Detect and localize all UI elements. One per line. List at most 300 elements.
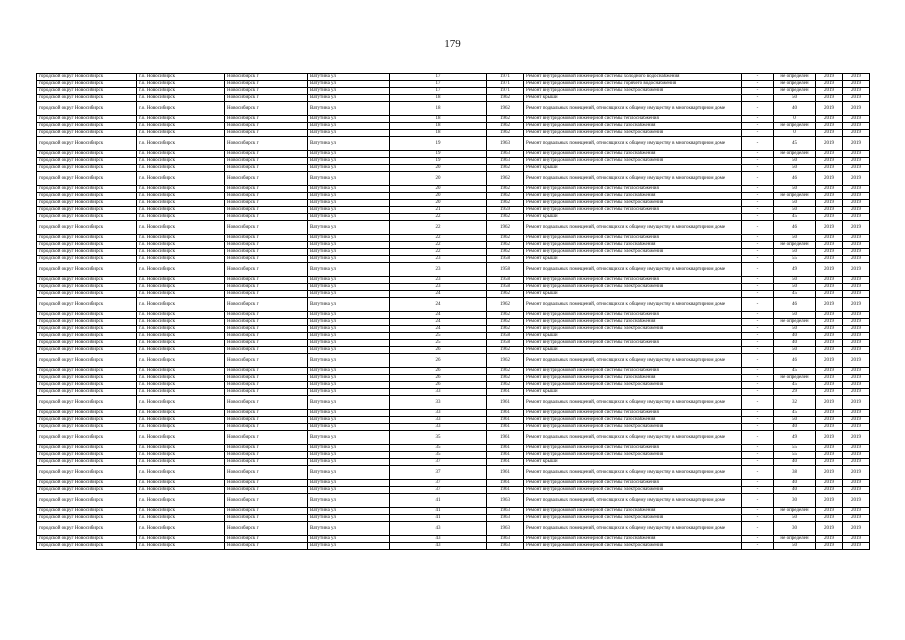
cell-build-year: 1962 <box>487 130 524 137</box>
cell-year-start: 2019 <box>816 102 843 116</box>
cell-build-year: 1958 <box>487 340 524 347</box>
cell-house-number: 22 <box>390 249 487 256</box>
cell-cost: не определен <box>774 375 816 382</box>
cell-district: городской округ Новосибирск <box>37 221 137 235</box>
cell-year-end: 2019 <box>843 221 870 235</box>
cell-year-start: 2019 <box>816 347 843 354</box>
cell-cost: 46 <box>774 298 816 312</box>
cell-build-year: 1962 <box>487 382 524 389</box>
cell-cost: 45 <box>774 410 816 417</box>
cell-work-type: Ремонт крыши <box>524 291 742 298</box>
cell-dash: - <box>742 88 774 95</box>
cell-dash: - <box>742 242 774 249</box>
cell-work-type: Ремонт крыши <box>524 389 742 396</box>
cell-city: Новосибирск г <box>225 207 308 214</box>
cell-dash: - <box>742 536 774 543</box>
cell-house-number: 21 <box>390 207 487 214</box>
cell-house-number: 18 <box>390 95 487 102</box>
cell-district: городской округ Новосибирск <box>37 368 137 375</box>
cell-locality: г.о. Новосибирск <box>137 417 225 424</box>
cell-year-end: 2019 <box>843 298 870 312</box>
cell-street: Ватутина ул <box>308 186 390 193</box>
cell-dash: - <box>742 158 774 165</box>
cell-work-type: Ремонт внутридомовой инженерной системы электроснабжения <box>524 543 742 550</box>
cell-cost: 50 <box>774 515 816 522</box>
cell-dash: - <box>742 417 774 424</box>
cell-house-number: 33 <box>390 417 487 424</box>
cell-build-year: 1971 <box>487 74 524 81</box>
cell-district: городской округ Новосибирск <box>37 417 137 424</box>
table-row <box>37 130 870 137</box>
cell-year-start: 2019 <box>816 81 843 88</box>
cell-locality: г.о. Новосибирск <box>137 221 225 235</box>
cell-house-number: 19 <box>390 151 487 158</box>
cell-locality: г.о. Новосибирск <box>137 256 225 263</box>
cell-build-year: 1961 <box>487 417 524 424</box>
cell-year-start: 2019 <box>816 95 843 102</box>
cell-year-start: 2019 <box>816 445 843 452</box>
cell-year-start: 2019 <box>816 242 843 249</box>
cell-build-year: 1961 <box>487 445 524 452</box>
cell-cost: 40 <box>774 340 816 347</box>
cell-locality: г.о. Новосибирск <box>137 249 225 256</box>
cell-work-type: Ремонт подвальных помещений, относящихся к общему имуществу в многоквартирном доме <box>524 221 742 235</box>
cell-district: городской округ Новосибирск <box>37 319 137 326</box>
cell-dash: - <box>742 74 774 81</box>
cell-street: Ватутина ул <box>308 312 390 319</box>
cell-cost: не определен <box>774 242 816 249</box>
cell-cost: 50 <box>774 543 816 550</box>
table-row <box>37 354 870 368</box>
cell-build-year: 1961 <box>487 410 524 417</box>
cell-year-start: 2019 <box>816 165 843 172</box>
cell-dash: - <box>742 200 774 207</box>
cell-cost: 0 <box>774 130 816 137</box>
cell-house-number: 24 <box>390 291 487 298</box>
cell-city: Новосибирск г <box>225 515 308 522</box>
cell-year-end: 2019 <box>843 242 870 249</box>
cell-house-number: 41 <box>390 508 487 515</box>
cell-work-type: Ремонт подвальных помещений, относящихся к общему имуществу в многоквартирном доме <box>524 263 742 277</box>
cell-district: городской округ Новосибирск <box>37 200 137 207</box>
cell-locality: г.о. Новосибирск <box>137 522 225 536</box>
cell-district: городской округ Новосибирск <box>37 333 137 340</box>
cell-locality: г.о. Новосибирск <box>137 242 225 249</box>
cell-locality: г.о. Новосибирск <box>137 263 225 277</box>
cell-year-end: 2019 <box>843 410 870 417</box>
cell-house-number: 24 <box>390 298 487 312</box>
cell-street: Ватутина ул <box>308 249 390 256</box>
table-row <box>37 445 870 452</box>
cell-street: Ватутина ул <box>308 298 390 312</box>
cell-work-type: Ремонт внутридомовой инженерной системы газоснабжения <box>524 123 742 130</box>
cell-house-number: 43 <box>390 536 487 543</box>
cell-city: Новосибирск г <box>225 193 308 200</box>
cell-city: Новосибирск г <box>225 158 308 165</box>
cell-build-year: 1961 <box>487 487 524 494</box>
table-row <box>37 298 870 312</box>
cell-city: Новосибирск г <box>225 354 308 368</box>
cell-dash: - <box>742 116 774 123</box>
cell-build-year: 1962 <box>487 200 524 207</box>
cell-cost: 50 <box>774 347 816 354</box>
cell-work-type: Ремонт внутридомовой инженерной системы электроснабжения <box>524 382 742 389</box>
cell-street: Ватутина ул <box>308 137 390 151</box>
cell-dash: - <box>742 459 774 466</box>
cell-year-end: 2019 <box>843 417 870 424</box>
cell-street: Ватутина ул <box>308 536 390 543</box>
cell-work-type: Ремонт подвальных помещений, относящихся к общему имуществу в многоквартирном доме <box>524 137 742 151</box>
cell-year-start: 2019 <box>816 137 843 151</box>
cell-city: Новосибирск г <box>225 116 308 123</box>
cell-build-year: 1962 <box>487 249 524 256</box>
cell-cost: не определен <box>774 193 816 200</box>
cell-locality: г.о. Новосибирск <box>137 347 225 354</box>
cell-cost: 50 <box>774 186 816 193</box>
cell-locality: г.о. Новосибирск <box>137 277 225 284</box>
cell-street: Ватутина ул <box>308 452 390 459</box>
cell-city: Новосибирск г <box>225 249 308 256</box>
table-row <box>37 347 870 354</box>
table-row <box>37 326 870 333</box>
cell-year-start: 2019 <box>816 207 843 214</box>
cell-city: Новосибирск г <box>225 242 308 249</box>
cell-city: Новосибирск г <box>225 214 308 221</box>
cell-year-start: 2019 <box>816 88 843 95</box>
cell-city: Новосибирск г <box>225 347 308 354</box>
cell-city: Новосибирск г <box>225 431 308 445</box>
cell-locality: г.о. Новосибирск <box>137 536 225 543</box>
cell-street: Ватутина ул <box>308 284 390 291</box>
cell-build-year: 1962 <box>487 102 524 116</box>
cell-year-start: 2019 <box>816 291 843 298</box>
cell-city: Новосибирск г <box>225 410 308 417</box>
cell-year-start: 2019 <box>816 508 843 515</box>
cell-street: Ватутина ул <box>308 424 390 431</box>
cell-cost: не определен <box>774 151 816 158</box>
table-row <box>37 200 870 207</box>
cell-house-number: 26 <box>390 382 487 389</box>
cell-cost: 40 <box>774 102 816 116</box>
cell-city: Новосибирск г <box>225 312 308 319</box>
cell-year-end: 2019 <box>843 102 870 116</box>
cell-city: Новосибирск г <box>225 277 308 284</box>
table-row <box>37 382 870 389</box>
cell-house-number: 22 <box>390 214 487 221</box>
cell-cost: 50 <box>774 158 816 165</box>
table-row <box>37 151 870 158</box>
cell-locality: г.о. Новосибирск <box>137 130 225 137</box>
cell-locality: г.о. Новосибирск <box>137 340 225 347</box>
cell-house-number: 18 <box>390 123 487 130</box>
cell-cost: 45 <box>774 382 816 389</box>
cell-cost: 40 <box>774 487 816 494</box>
cell-year-start: 2019 <box>816 375 843 382</box>
cell-work-type: Ремонт внутридомовой инженерной системы теплоснабжения <box>524 410 742 417</box>
cell-locality: г.о. Новосибирск <box>137 102 225 116</box>
cell-dash: - <box>742 452 774 459</box>
cell-cost: не определен <box>774 88 816 95</box>
cell-house-number: 33 <box>390 424 487 431</box>
cell-house-number: 18 <box>390 116 487 123</box>
cell-build-year: 1961 <box>487 459 524 466</box>
cell-cost: 32 <box>774 396 816 410</box>
cell-street: Ватутина ул <box>308 221 390 235</box>
cell-build-year: 1963 <box>487 151 524 158</box>
cell-year-start: 2019 <box>816 172 843 186</box>
table-row <box>37 207 870 214</box>
table-row <box>37 263 870 277</box>
cell-cost: 46 <box>774 354 816 368</box>
cell-cost: 45 <box>774 368 816 375</box>
cell-district: городской округ Новосибирск <box>37 494 137 508</box>
cell-work-type: Ремонт подвальных помещений, относящихся к общему имуществу в многоквартирном доме <box>524 354 742 368</box>
table-row <box>37 256 870 263</box>
cell-work-type: Ремонт внутридомовой инженерной системы теплоснабжения <box>524 368 742 375</box>
cell-locality: г.о. Новосибирск <box>137 214 225 221</box>
cell-work-type: Ремонт внутридомовой инженерной системы электроснабжения <box>524 515 742 522</box>
cell-work-type: Ремонт внутридомовой инженерной системы холодного водоснабжения <box>524 74 742 81</box>
table-row <box>37 102 870 116</box>
table-row <box>37 340 870 347</box>
cell-build-year: 1961 <box>487 452 524 459</box>
cell-work-type: Ремонт внутридомовой инженерной системы теплоснабжения <box>524 235 742 242</box>
cell-locality: г.о. Новосибирск <box>137 193 225 200</box>
cell-locality: г.о. Новосибирск <box>137 95 225 102</box>
table-row <box>37 81 870 88</box>
cell-year-end: 2019 <box>843 340 870 347</box>
cell-city: Новосибирск г <box>225 256 308 263</box>
cell-city: Новосибирск г <box>225 445 308 452</box>
cell-street: Ватутина ул <box>308 340 390 347</box>
cell-year-end: 2019 <box>843 536 870 543</box>
cell-dash: - <box>742 410 774 417</box>
cell-cost: 40 <box>774 333 816 340</box>
cell-build-year: 1962 <box>487 193 524 200</box>
cell-work-type: Ремонт подвальных помещений, относящихся к общему имуществу в многоквартирном доме <box>524 172 742 186</box>
table-row <box>37 319 870 326</box>
cell-locality: г.о. Новосибирск <box>137 312 225 319</box>
cell-build-year: 1963 <box>487 494 524 508</box>
cell-build-year: 1962 <box>487 354 524 368</box>
cell-build-year: 1962 <box>487 221 524 235</box>
cell-build-year: 1958 <box>487 333 524 340</box>
cell-year-end: 2019 <box>843 319 870 326</box>
cell-cost: 50 <box>774 95 816 102</box>
cell-house-number: 23 <box>390 263 487 277</box>
cell-year-start: 2019 <box>816 123 843 130</box>
cell-year-end: 2019 <box>843 151 870 158</box>
cell-dash: - <box>742 95 774 102</box>
cell-locality: г.о. Новосибирск <box>137 333 225 340</box>
cell-cost: не определен <box>774 508 816 515</box>
cell-work-type: Ремонт внутридомовой инженерной системы электроснабжения <box>524 88 742 95</box>
cell-city: Новосибирск г <box>225 123 308 130</box>
cell-work-type: Ремонт внутридомовой инженерной системы электроснабжения <box>524 424 742 431</box>
cell-cost: 50 <box>774 235 816 242</box>
cell-work-type: Ремонт внутридомовой инженерной системы электроснабжения <box>524 249 742 256</box>
cell-dash: - <box>742 508 774 515</box>
cell-year-end: 2019 <box>843 130 870 137</box>
cell-work-type: Ремонт внутридомовой инженерной системы электроснабжения <box>524 326 742 333</box>
cell-street: Ватутина ул <box>308 88 390 95</box>
cell-work-type: Ремонт подвальных помещений, относящихся к общему имуществу в многоквартирном доме <box>524 102 742 116</box>
cell-locality: г.о. Новосибирск <box>137 207 225 214</box>
cell-dash: - <box>742 186 774 193</box>
cell-house-number: 25 <box>390 340 487 347</box>
table-row <box>37 277 870 284</box>
cell-dash: - <box>742 249 774 256</box>
cell-work-type: Ремонт крыши <box>524 347 742 354</box>
cell-city: Новосибирск г <box>225 508 308 515</box>
cell-city: Новосибирск г <box>225 487 308 494</box>
cell-street: Ватутина ул <box>308 445 390 452</box>
cell-house-number: 35 <box>390 431 487 445</box>
table-row <box>37 333 870 340</box>
cell-locality: г.о. Новосибирск <box>137 466 225 480</box>
cell-build-year: 1962 <box>487 214 524 221</box>
cell-cost: 49 <box>774 431 816 445</box>
cell-district: городской округ Новосибирск <box>37 410 137 417</box>
cell-work-type: Ремонт внутридомовой инженерной системы электроснабжения <box>524 452 742 459</box>
cell-street: Ватутина ул <box>308 116 390 123</box>
cell-cost: 50 <box>774 312 816 319</box>
cell-dash: - <box>742 445 774 452</box>
cell-year-end: 2019 <box>843 186 870 193</box>
cell-work-type: Ремонт внутридомовой инженерной системы теплоснабжения <box>524 186 742 193</box>
cell-work-type: Ремонт внутридомовой инженерной системы электроснабжения <box>524 284 742 291</box>
table-row <box>37 368 870 375</box>
cell-year-start: 2019 <box>816 284 843 291</box>
cell-house-number: 19 <box>390 137 487 151</box>
cell-city: Новосибирск г <box>225 151 308 158</box>
cell-district: городской округ Новосибирск <box>37 277 137 284</box>
cell-year-start: 2019 <box>816 396 843 410</box>
cell-year-end: 2019 <box>843 200 870 207</box>
cell-year-end: 2019 <box>843 263 870 277</box>
cell-year-end: 2019 <box>843 291 870 298</box>
cell-dash: - <box>742 277 774 284</box>
cell-district: городской округ Новосибирск <box>37 158 137 165</box>
cell-work-type: Ремонт внутридомовой инженерной системы теплоснабжения <box>524 445 742 452</box>
cell-work-type: Ремонт внутридомовой инженерной системы газоснабжения <box>524 151 742 158</box>
cell-year-end: 2019 <box>843 158 870 165</box>
cell-cost: 50 <box>774 207 816 214</box>
cell-work-type: Ремонт крыши <box>524 165 742 172</box>
cell-house-number: 18 <box>390 130 487 137</box>
table-row <box>37 284 870 291</box>
cell-locality: г.о. Новосибирск <box>137 431 225 445</box>
cell-year-start: 2019 <box>816 543 843 550</box>
cell-year-start: 2019 <box>816 382 843 389</box>
cell-year-start: 2019 <box>816 487 843 494</box>
cell-cost: не определен <box>774 81 816 88</box>
cell-district: городской округ Новосибирск <box>37 536 137 543</box>
cell-locality: г.о. Новосибирск <box>137 291 225 298</box>
cell-street: Ватутина ул <box>308 74 390 81</box>
cell-house-number: 41 <box>390 515 487 522</box>
cell-dash: - <box>742 319 774 326</box>
cell-year-start: 2019 <box>816 319 843 326</box>
table-row <box>37 186 870 193</box>
cell-work-type: Ремонт подвальных помещений, относящихся к общему имуществу в многоквартирном доме <box>524 466 742 480</box>
cell-build-year: 1962 <box>487 291 524 298</box>
cell-year-start: 2019 <box>816 368 843 375</box>
cell-locality: г.о. Новосибирск <box>137 368 225 375</box>
cell-street: Ватутина ул <box>308 368 390 375</box>
cell-city: Новосибирск г <box>225 389 308 396</box>
cell-year-end: 2019 <box>843 88 870 95</box>
cell-work-type: Ремонт внутридомовой инженерной системы горячего водоснабжения <box>524 81 742 88</box>
table-row <box>37 515 870 522</box>
cell-year-end: 2019 <box>843 354 870 368</box>
cell-locality: г.о. Новосибирск <box>137 123 225 130</box>
table-body <box>37 74 870 550</box>
cell-street: Ватутина ул <box>308 95 390 102</box>
cell-district: городской округ Новосибирск <box>37 193 137 200</box>
cell-city: Новосибирск г <box>225 417 308 424</box>
cell-year-end: 2019 <box>843 396 870 410</box>
cell-city: Новосибирск г <box>225 543 308 550</box>
cell-locality: г.о. Новосибирск <box>137 235 225 242</box>
table-row <box>37 88 870 95</box>
cell-street: Ватутина ул <box>308 431 390 445</box>
cell-year-end: 2019 <box>843 214 870 221</box>
cell-cost: 40 <box>774 480 816 487</box>
cell-street: Ватутина ул <box>308 200 390 207</box>
cell-locality: г.о. Новосибирск <box>137 186 225 193</box>
cell-house-number: 20 <box>390 193 487 200</box>
cell-cost: 50 <box>774 277 816 284</box>
cell-work-type: Ремонт внутридомовой инженерной системы теплоснабжения <box>524 340 742 347</box>
cell-year-start: 2019 <box>816 249 843 256</box>
cell-dash: - <box>742 137 774 151</box>
cell-city: Новосибирск г <box>225 494 308 508</box>
cell-work-type: Ремонт внутридомовой инженерной системы теплоснабжения <box>524 277 742 284</box>
cell-year-end: 2019 <box>843 284 870 291</box>
cell-year-end: 2019 <box>843 277 870 284</box>
cell-locality: г.о. Новосибирск <box>137 543 225 550</box>
cell-locality: г.о. Новосибирск <box>137 326 225 333</box>
cell-year-end: 2019 <box>843 494 870 508</box>
cell-street: Ватутина ул <box>308 494 390 508</box>
cell-city: Новосибирск г <box>225 375 308 382</box>
cell-work-type: Ремонт внутридомовой инженерной системы газоснабжения <box>524 193 742 200</box>
cell-year-end: 2019 <box>843 424 870 431</box>
cell-district: городской округ Новосибирск <box>37 172 137 186</box>
cell-dash: - <box>742 487 774 494</box>
cell-cost: 50 <box>774 284 816 291</box>
cell-dash: - <box>742 256 774 263</box>
cell-dash: - <box>742 235 774 242</box>
cell-year-end: 2019 <box>843 452 870 459</box>
cell-work-type: Ремонт внутридомовой инженерной системы газоснабжения <box>524 417 742 424</box>
cell-year-start: 2019 <box>816 74 843 81</box>
cell-house-number: 26 <box>390 368 487 375</box>
cell-city: Новосибирск г <box>225 130 308 137</box>
table-row <box>37 214 870 221</box>
cell-year-end: 2019 <box>843 235 870 242</box>
cell-street: Ватутина ул <box>308 508 390 515</box>
cell-locality: г.о. Новосибирск <box>137 424 225 431</box>
cell-city: Новосибирск г <box>225 522 308 536</box>
cell-year-start: 2019 <box>816 151 843 158</box>
cell-dash: - <box>742 130 774 137</box>
cell-build-year: 1961 <box>487 389 524 396</box>
cell-district: городской округ Новосибирск <box>37 508 137 515</box>
cell-locality: г.о. Новосибирск <box>137 459 225 466</box>
cell-year-end: 2019 <box>843 515 870 522</box>
